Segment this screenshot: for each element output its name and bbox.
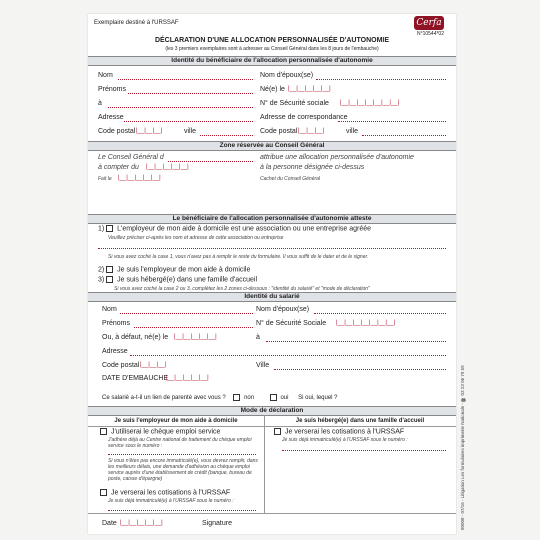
beneficiary-prenoms-label: Prénoms [98, 86, 127, 93]
salarie-birthdate-field[interactable]: |__|__|__|__|__| [174, 334, 217, 340]
option-3 [98, 276, 257, 283]
parente-row [102, 394, 338, 401]
salarie-prenoms-field[interactable] [134, 327, 253, 328]
beneficiary-birthplace-field[interactable] [108, 107, 253, 108]
parente-question: Ce salarié a-t-il un lien de parenté avec vous ? [102, 395, 226, 402]
mode-divider [264, 415, 265, 513]
salarie-ville-label: Ville [256, 362, 270, 369]
parente-oui-checkbox[interactable] [270, 394, 277, 401]
section-header-salarie: Identité du salarié [88, 292, 456, 302]
footer-date-field[interactable]: |__|__|__|__|__| [120, 520, 163, 526]
conseil-cachet: Cachet du Conseil Général [260, 176, 321, 182]
option-note: Si vous avez coché la case 2 ou 3, complétez les 2 zones ci-dessous : "identité du salarié" et "mode de déclaration" [114, 286, 370, 292]
destination-label: Exemplaire destiné à l'URSSAF [94, 20, 179, 26]
salarie-cp-label: Code postal [102, 362, 140, 369]
beneficiary-cp-label: Code postal [98, 128, 136, 135]
beneficiary-adresse-corresp-field[interactable] [338, 121, 446, 122]
option-1-label: L'employeur de mon aide à domicile est une association ou une entreprise agréée [117, 225, 372, 233]
cerfa-logo: Cerfa [414, 16, 444, 30]
option-2 [98, 266, 250, 273]
urssaf-right-label: Je verserai les cotisations à l'URSSAF [284, 428, 405, 436]
form-subtitle: (les 3 premiers exemplaires sont à adresser au Conseil Général dans les 8 jours de l'embauche) [165, 46, 379, 52]
salarie-secu-field[interactable]: |__|__|__|__|__|__|__| [336, 320, 396, 326]
option-1-checkbox[interactable] [106, 225, 113, 232]
urssaf-left-note: Je suis déjà immatriculé(e) à l'URSSAF sous le numéro : [108, 498, 234, 504]
option-2-checkbox[interactable] [106, 266, 113, 273]
parente-non-checkbox[interactable] [233, 394, 240, 401]
mode-right-heading: Je suis hébergé(e) dans une famille d'accueil [295, 418, 425, 424]
beneficiary-ville2-field[interactable] [362, 135, 446, 136]
mode-left-heading: Je suis l'employeur de mon aide à domicile [114, 418, 238, 424]
salarie-adresse-label: Adresse [102, 348, 128, 355]
section-header-mode: Mode de déclaration [88, 406, 456, 416]
salarie-ou-ne-label: Ou, à défaut, né(e) le [102, 334, 169, 341]
salarie-embauche-label: DATE D'EMBAUCHE [102, 375, 169, 382]
beneficiary-a-label: à [98, 100, 102, 107]
beneficiary-ville2-label: ville [346, 128, 359, 135]
section-header-conseil: Zone réservée au Conseil Général [88, 141, 456, 151]
conseil-fait-le: Fait le [98, 176, 112, 182]
parente-oui-label: oui [280, 395, 289, 402]
section-header-atteste: Le bénéficiaire de l'allocation personnalisée d'autonomie atteste [88, 214, 456, 224]
conseil-fait-le-field[interactable]: |__|__|__|__|__| [118, 175, 161, 181]
parente-non-label: non [244, 395, 255, 402]
salarie-prenoms-label: Prénoms [102, 320, 131, 327]
section-header-beneficiary: Identité du bénéficiaire de l'allocation personnalisée d'autonomie [88, 56, 456, 66]
conseil-department-field[interactable] [168, 161, 253, 162]
beneficiary-cp2-label: Code postal [260, 128, 298, 135]
beneficiary-cp2-field[interactable]: |__|__|__| [298, 128, 325, 134]
conseil-right-1: attribue une allocation personnalisée d'autonomie [260, 154, 414, 161]
mode-subheader-line [88, 426, 456, 427]
footer-date-label: Date [102, 520, 117, 527]
option-2-number: 2) [98, 266, 105, 274]
beneficiary-adresse-corresp-label: Adresse de correspondance [260, 114, 348, 121]
beneficiary-secu-label: N° de Sécurité sociale [260, 100, 329, 107]
cheque-option [100, 428, 220, 435]
urssaf-right-number-field[interactable] [282, 450, 446, 451]
conseil-right-2: à la personne désignée ci-dessus [260, 164, 365, 171]
option-2-label: Je suis l'employeur de mon aide à domicile [117, 266, 251, 274]
urssaf-right-checkbox[interactable] [274, 428, 281, 435]
beneficiary-adresse-label: Adresse [98, 114, 124, 121]
footer-line [88, 513, 456, 514]
option-1-note-2: Si vous avez coché la case 1, vous n'avez pas à remplir le reste du formulaire. Il vous suffit de le dater et de le signer. [108, 254, 369, 260]
form-title: DÉCLARATION D'UNE ALLOCATION PERSONNALISÉE D'AUTONOMIE [154, 37, 390, 44]
form-number: N°10544*02 [416, 31, 444, 37]
option-1 [98, 225, 371, 232]
association-name-field[interactable] [98, 248, 446, 249]
beneficiary-nom-epoux-field[interactable] [316, 79, 446, 80]
urssaf-left-number-field[interactable] [108, 510, 256, 511]
urssaf-left-checkbox[interactable] [100, 489, 107, 496]
salarie-ville-field[interactable] [274, 369, 446, 370]
beneficiary-nom-label: Nom [98, 72, 113, 79]
salarie-nom-label: Nom [102, 306, 117, 313]
option-3-label: Je suis hébergé(e) dans une famille d'accueil [117, 276, 258, 284]
cheque-number-field[interactable] [108, 454, 256, 455]
salarie-adresse-field[interactable] [130, 355, 446, 356]
cheque-note: J'adhère déjà au Centre national de traitement du chèque emploi service sous le numéro : [108, 437, 252, 449]
urssaf-right-note: Je suis déjà immatriculé(e) à l'URSSAF sous le numéro : [282, 437, 408, 443]
beneficiary-secu-field[interactable]: |__|__|__|__|__|__|__| [340, 100, 400, 106]
beneficiary-ne-le-label: Né(e) le [260, 86, 285, 93]
conseil-start-date-field[interactable]: |__|__|__|__|__| [146, 164, 189, 170]
salarie-embauche-field[interactable]: |__|__|__|__|__| [166, 375, 209, 381]
salarie-a-label: à [256, 334, 260, 341]
beneficiary-ville-label: ville [184, 128, 197, 135]
beneficiary-prenoms-field[interactable] [128, 93, 253, 94]
option-3-number: 3) [98, 276, 105, 284]
beneficiary-birthdate-field[interactable]: |__|__|__|__|__| [288, 86, 331, 92]
salarie-birthplace-field[interactable] [266, 341, 446, 342]
salarie-secu-label: N° de Sécurité Sociale [256, 320, 327, 327]
beneficiary-ville-field[interactable] [200, 135, 253, 136]
side-printer-note: 80008 - 07/16 - Litigation Les formulaires imprimerie Nationale - ☎ 03 23 06 79 59 [460, 365, 465, 530]
beneficiary-cp-field[interactable]: |__|__|__| [136, 128, 163, 134]
form-sheet [88, 14, 456, 534]
cheque-label: J'utiliserai le chèque emploi service [110, 428, 221, 436]
beneficiary-nom-epoux-label: Nom d'époux(se) [260, 72, 314, 79]
salarie-nom-epoux-field[interactable] [314, 313, 446, 314]
urssaf-right-option [274, 428, 404, 435]
salarie-nom-epoux-label: Nom d'époux(se) [256, 306, 310, 313]
parente-si-oui-label: Si oui, lequel ? [298, 395, 338, 402]
option-3-checkbox[interactable] [106, 276, 113, 283]
footer-signature-label: Signature [202, 520, 232, 527]
salarie-nom-field[interactable] [120, 313, 253, 314]
conseil-left-1: Le Conseil Général d [98, 154, 164, 161]
beneficiary-nom-field[interactable] [118, 79, 253, 80]
beneficiary-adresse-field[interactable] [124, 121, 253, 122]
conseil-left-2: à compter du [98, 164, 139, 171]
urssaf-left-label: Je verserai les cotisations à l'URSSAF [110, 489, 231, 497]
cheque-not-registered-note: Si vous n'êtes pas encore immatriculé(e), vous devrez remplir, dans les meilleurs délais, une demande d'adhésion au chèque emploi service auprès d'une établissement de crédit (banque, bureau de poste, caisse d'épargne) [108, 458, 258, 482]
urssaf-left-option [100, 489, 230, 496]
option-1-note: Veuillez préciser ci-après les nom et adresse de cette association ou entreprise [108, 235, 284, 241]
option-1-number: 1) [98, 225, 105, 233]
cheque-checkbox[interactable] [100, 428, 107, 435]
salarie-cp-field[interactable]: |__|__|__| [140, 362, 167, 368]
